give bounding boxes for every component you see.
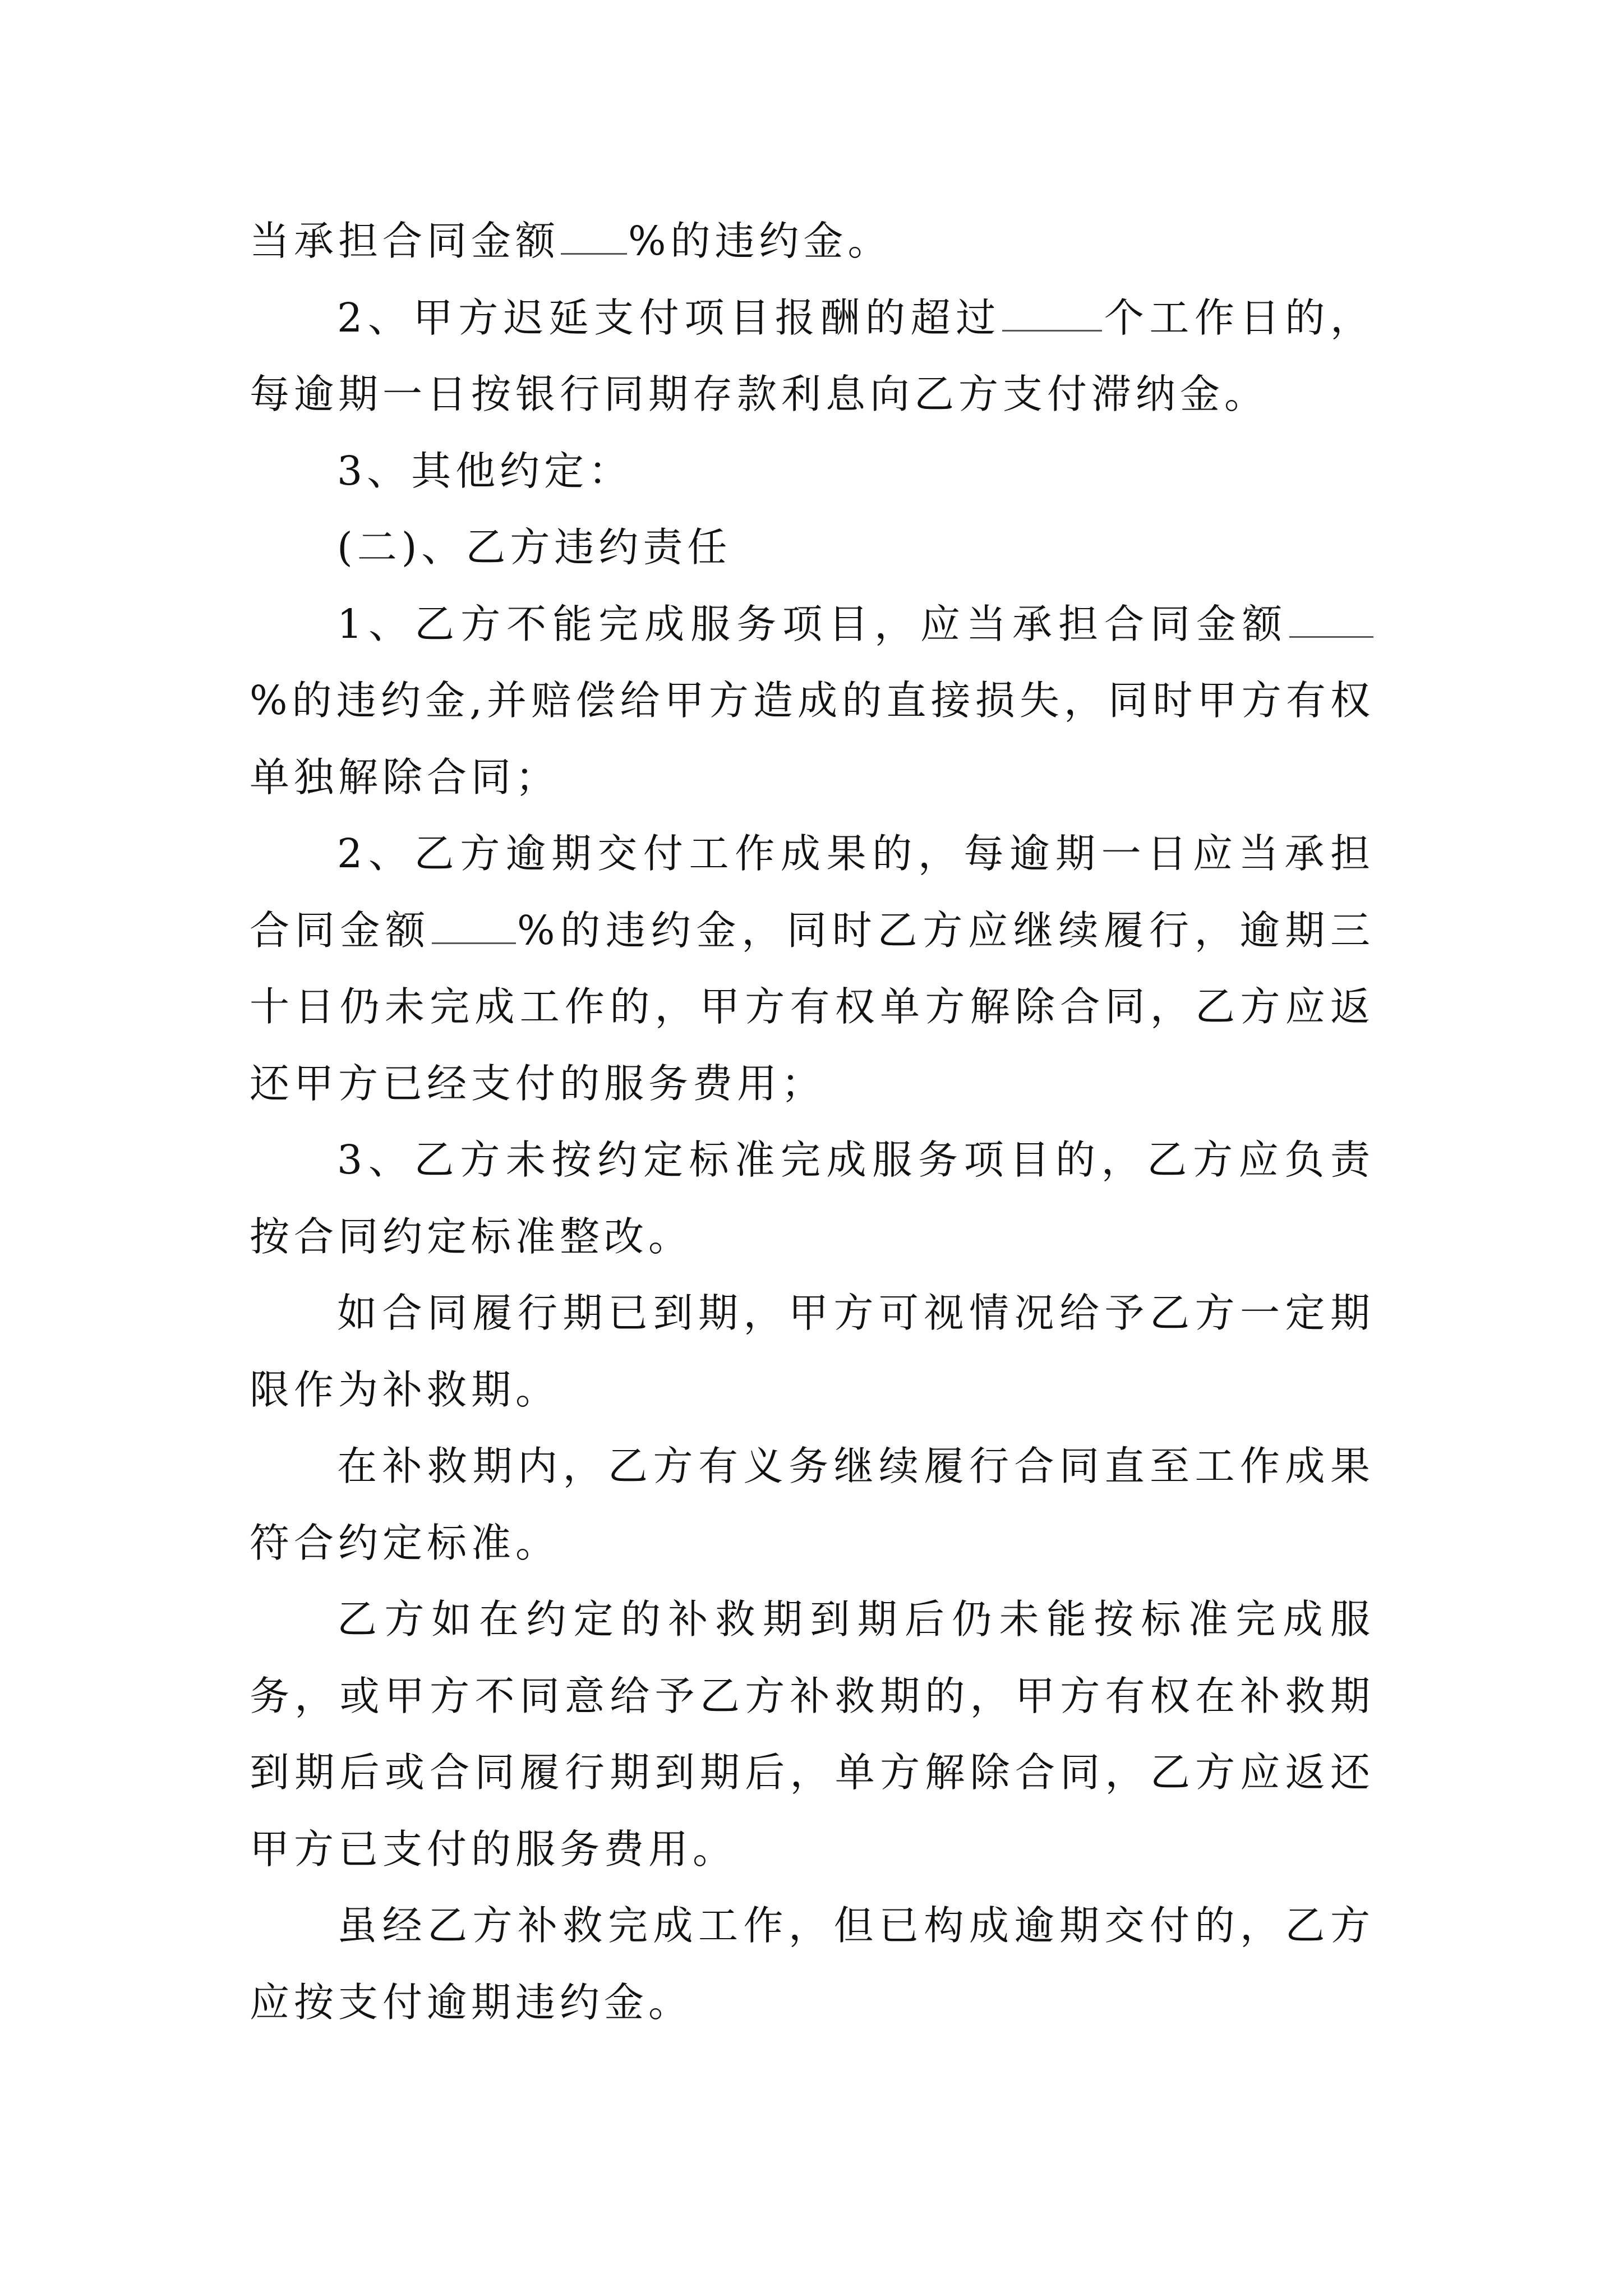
text-segment: 1、乙方不能完成服务项目，应当承担合同金额 bbox=[337, 600, 1288, 647]
paragraph-10: 乙方如在约定的补救期到期后仍未能按标准完成服务，或甲方不同意给予乙方补救期的，甲方有权在补救期到期后或合同履行期到期后，单方解除合同，乙方应返还甲方已支付的服务费用。 bbox=[250, 1596, 1375, 1872]
paragraph-1 bbox=[250, 203, 1375, 280]
paragraph-7: 3、乙方未按约定标准完成服务项目的，乙方应负责按合同约定标准整改。 bbox=[250, 1137, 1375, 1260]
text-segment: %的违约金，同时乙方应继续履行，逾期三十日仍未完成工作的，甲方有权单方解除合同，乙方应返还甲方已经支付的服务费用； bbox=[250, 907, 1375, 1107]
text-segment: %的违约金。 bbox=[628, 218, 892, 264]
paragraph-8: 如合同履行期已到期，甲方可视情况给予乙方一定期限作为补救期。 bbox=[250, 1290, 1375, 1413]
fill-in-blank bbox=[561, 220, 627, 255]
paragraph-6 bbox=[250, 816, 1375, 1122]
paragraph-3: 3、其他约定： bbox=[337, 447, 633, 494]
section-heading: (二)、乙方违约责任 bbox=[337, 524, 732, 570]
fill-in-blank bbox=[1289, 604, 1373, 638]
paragraph-5 bbox=[250, 586, 1375, 816]
text-segment: 2、乙方逾期交付工作成果的，每逾期一日应当承担合同金额 bbox=[250, 830, 1375, 954]
fill-in-blank bbox=[432, 910, 516, 944]
text-segment: 当承担合同金额 bbox=[250, 218, 560, 264]
paragraph-9: 在补救期内，乙方有义务继续履行合同直至工作成果符合约定标准。 bbox=[250, 1443, 1375, 1566]
paragraph-2 bbox=[250, 280, 1375, 433]
text-segment: %的违约金,并赔偿给甲方造成的直接损失，同时甲方有权单独解除合同； bbox=[250, 677, 1375, 800]
fill-in-blank bbox=[1002, 297, 1102, 332]
paragraph-11: 虽经乙方补救完成工作，但已构成逾期交付的，乙方应按支付逾期违约金。 bbox=[250, 1902, 1375, 2026]
text-segment: 2、甲方迟延支付项目报酬的超过 bbox=[337, 294, 1002, 341]
text-segment: 个工作日的，每逾期一日按银行同期存款利息向乙方支付滞纳金。 bbox=[250, 294, 1375, 417]
contract-text bbox=[250, 203, 1375, 2041]
